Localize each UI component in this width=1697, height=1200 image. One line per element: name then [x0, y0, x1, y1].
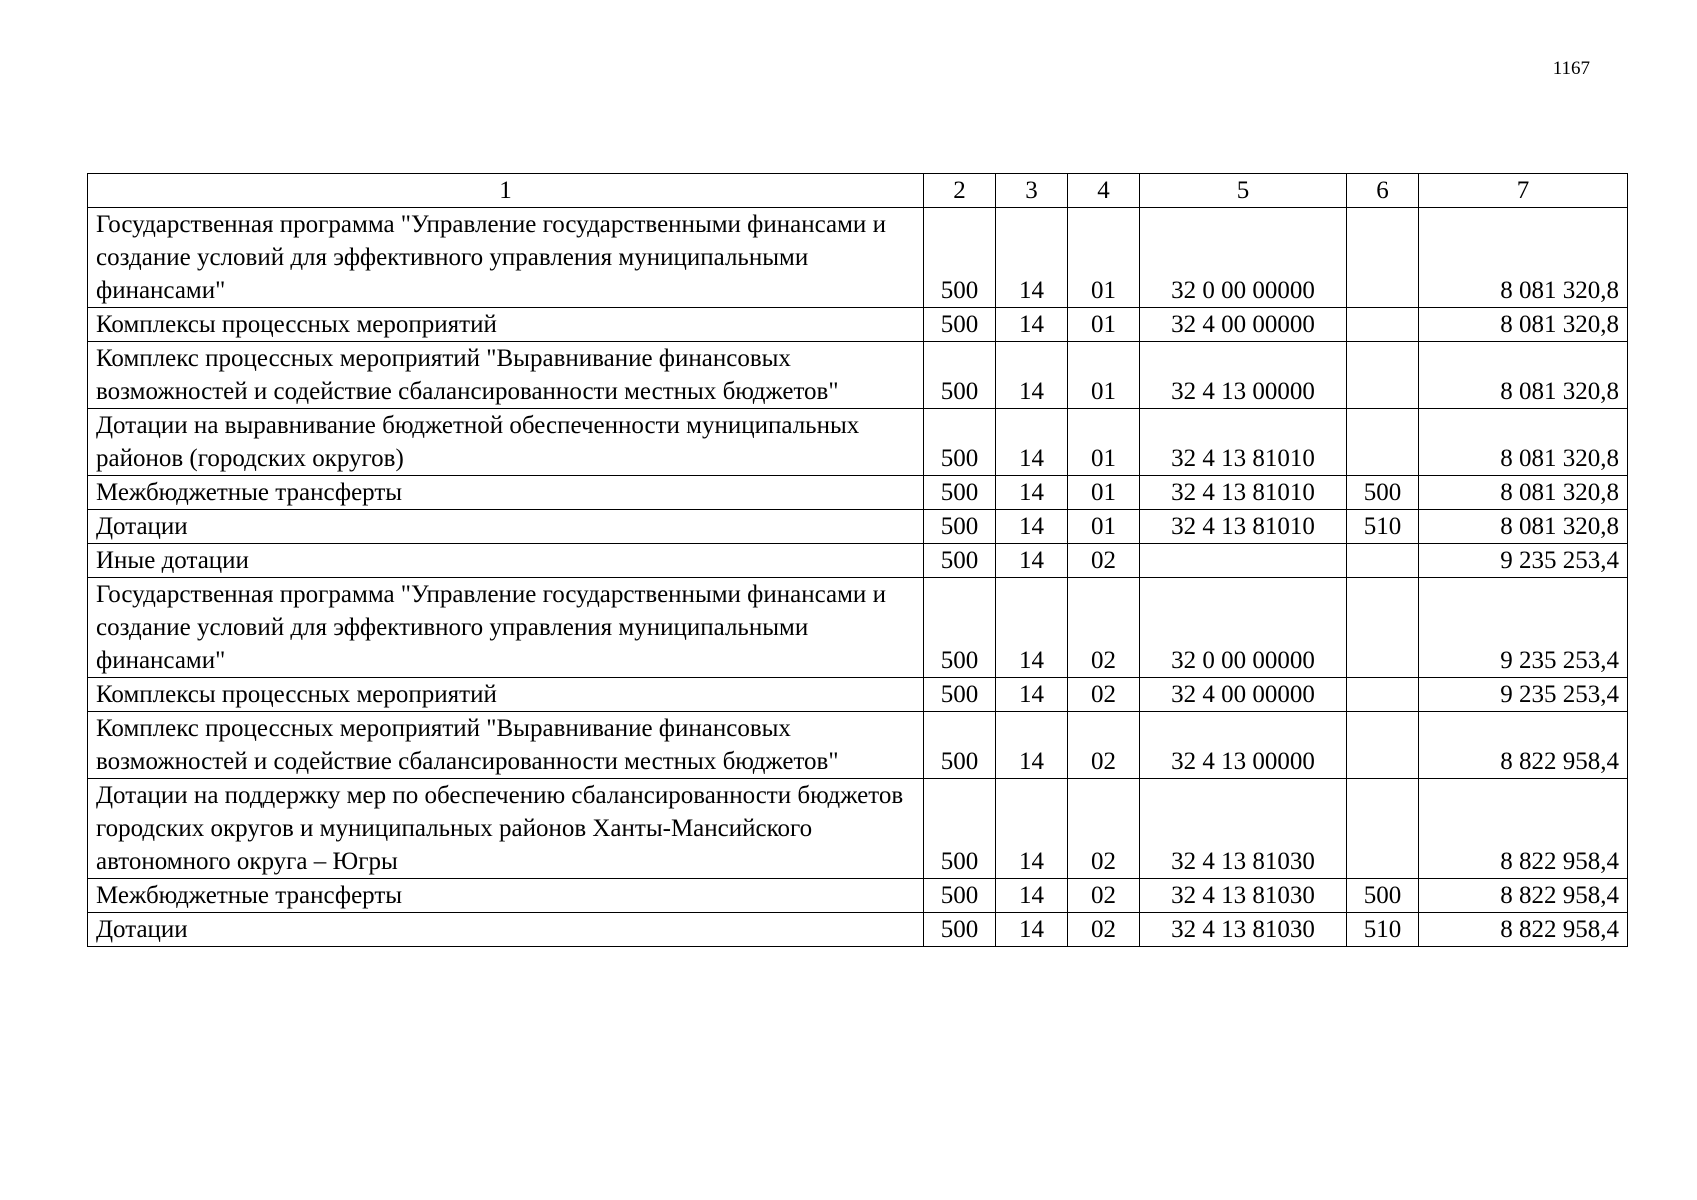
section-cell: 14 — [996, 578, 1068, 678]
table-row — [88, 578, 1628, 678]
amount-cell: 8 081 320,8 — [1419, 409, 1628, 476]
section-cell: 14 — [996, 712, 1068, 779]
expense-type-cell — [1347, 544, 1419, 578]
subsection-cell: 02 — [1068, 544, 1140, 578]
section-cell: 14 — [996, 510, 1068, 544]
subsection-cell: 01 — [1068, 308, 1140, 342]
row-name-cell: Дотации — [88, 913, 924, 947]
amount-cell: 8 822 958,4 — [1419, 913, 1628, 947]
section-cell: 14 — [996, 879, 1068, 913]
section-cell: 14 — [996, 913, 1068, 947]
admin-code-cell: 500 — [924, 409, 996, 476]
admin-code-cell: 500 — [924, 510, 996, 544]
expense-type-cell: 500 — [1347, 879, 1419, 913]
amount-cell: 8 822 958,4 — [1419, 879, 1628, 913]
expense-type-cell: 510 — [1347, 913, 1419, 947]
page-number: 1167 — [1552, 58, 1590, 79]
header-row — [88, 174, 1628, 208]
section-cell: 14 — [996, 409, 1068, 476]
row-name-cell: Государственная программа "Управление государственными финансами и создание условий для эффективного управления муниципальными финансами" — [88, 208, 924, 308]
target-article-cell: 32 4 13 81030 — [1140, 779, 1347, 879]
target-article-cell — [1140, 544, 1347, 578]
target-article-cell: 32 4 13 81010 — [1140, 476, 1347, 510]
target-article-cell: 32 4 00 00000 — [1140, 678, 1347, 712]
target-article-cell: 32 4 13 00000 — [1140, 712, 1347, 779]
table-row — [88, 544, 1628, 578]
target-article-cell: 32 4 13 81010 — [1140, 409, 1347, 476]
table-body — [88, 208, 1628, 947]
expense-type-cell — [1347, 678, 1419, 712]
row-name-cell: Иные дотации — [88, 544, 924, 578]
row-name-cell: Комплексы процессных мероприятий — [88, 678, 924, 712]
subsection-cell: 02 — [1068, 879, 1140, 913]
column-header-7: 7 — [1419, 174, 1628, 208]
section-cell: 14 — [996, 208, 1068, 308]
row-name-cell: Дотации на поддержку мер по обеспечению сбалансированности бюджетов городских округов и муниципальных районов Ханты-Мансийского автономного округа – Югры — [88, 779, 924, 879]
table-row — [88, 779, 1628, 879]
row-name-cell: Межбюджетные трансферты — [88, 879, 924, 913]
target-article-cell: 32 0 00 00000 — [1140, 578, 1347, 678]
table-row — [88, 342, 1628, 409]
column-header-3: 3 — [996, 174, 1068, 208]
admin-code-cell: 500 — [924, 208, 996, 308]
admin-code-cell: 500 — [924, 678, 996, 712]
subsection-cell: 02 — [1068, 779, 1140, 879]
target-article-cell: 32 4 13 81010 — [1140, 510, 1347, 544]
expense-type-cell — [1347, 342, 1419, 409]
admin-code-cell: 500 — [924, 578, 996, 678]
admin-code-cell: 500 — [924, 913, 996, 947]
admin-code-cell: 500 — [924, 712, 996, 779]
expense-type-cell — [1347, 712, 1419, 779]
target-article-cell: 32 4 13 00000 — [1140, 342, 1347, 409]
target-article-cell: 32 4 13 81030 — [1140, 879, 1347, 913]
expense-type-cell — [1347, 308, 1419, 342]
table-row — [88, 409, 1628, 476]
column-header-2: 2 — [924, 174, 996, 208]
subsection-cell: 02 — [1068, 913, 1140, 947]
row-name-cell: Государственная программа "Управление государственными финансами и создание условий для эффективного управления муниципальными финансами" — [88, 578, 924, 678]
amount-cell: 8 081 320,8 — [1419, 510, 1628, 544]
expense-type-cell: 510 — [1347, 510, 1419, 544]
amount-cell: 9 235 253,4 — [1419, 678, 1628, 712]
admin-code-cell: 500 — [924, 308, 996, 342]
table-row — [88, 913, 1628, 947]
subsection-cell: 01 — [1068, 476, 1140, 510]
amount-cell: 8 081 320,8 — [1419, 342, 1628, 409]
expense-type-cell — [1347, 409, 1419, 476]
column-header-6: 6 — [1347, 174, 1419, 208]
row-name-cell: Комплекс процессных мероприятий "Выравнивание финансовых возможностей и содействие сбалансированности местных бюджетов" — [88, 712, 924, 779]
table-row — [88, 712, 1628, 779]
section-cell: 14 — [996, 678, 1068, 712]
section-cell: 14 — [996, 779, 1068, 879]
expense-type-cell — [1347, 578, 1419, 678]
table-row — [88, 208, 1628, 308]
target-article-cell: 32 0 00 00000 — [1140, 208, 1347, 308]
admin-code-cell: 500 — [924, 779, 996, 879]
table-header — [88, 174, 1628, 208]
column-header-1: 1 — [88, 174, 924, 208]
row-name-cell: Комплексы процессных мероприятий — [88, 308, 924, 342]
table-row — [88, 510, 1628, 544]
amount-cell: 8 081 320,8 — [1419, 208, 1628, 308]
target-article-cell: 32 4 00 00000 — [1140, 308, 1347, 342]
subsection-cell: 01 — [1068, 510, 1140, 544]
admin-code-cell: 500 — [924, 879, 996, 913]
table-row — [88, 308, 1628, 342]
section-cell: 14 — [996, 544, 1068, 578]
row-name-cell: Комплекс процессных мероприятий "Выравнивание финансовых возможностей и содействие сбалансированности местных бюджетов" — [88, 342, 924, 409]
row-name-cell: Межбюджетные трансферты — [88, 476, 924, 510]
column-header-4: 4 — [1068, 174, 1140, 208]
amount-cell: 8 822 958,4 — [1419, 779, 1628, 879]
section-cell: 14 — [996, 342, 1068, 409]
amount-cell: 8 081 320,8 — [1419, 308, 1628, 342]
subsection-cell: 01 — [1068, 409, 1140, 476]
subsection-cell: 02 — [1068, 712, 1140, 779]
amount-cell: 9 235 253,4 — [1419, 544, 1628, 578]
expense-type-cell: 500 — [1347, 476, 1419, 510]
target-article-cell: 32 4 13 81030 — [1140, 913, 1347, 947]
subsection-cell: 02 — [1068, 578, 1140, 678]
admin-code-cell: 500 — [924, 544, 996, 578]
table-row — [88, 678, 1628, 712]
section-cell: 14 — [996, 308, 1068, 342]
table-row — [88, 476, 1628, 510]
section-cell: 14 — [996, 476, 1068, 510]
subsection-cell: 02 — [1068, 678, 1140, 712]
subsection-cell: 01 — [1068, 208, 1140, 308]
column-header-5: 5 — [1140, 174, 1347, 208]
budget-table — [87, 173, 1628, 947]
expense-type-cell — [1347, 779, 1419, 879]
row-name-cell: Дотации — [88, 510, 924, 544]
table-row — [88, 879, 1628, 913]
row-name-cell: Дотации на выравнивание бюджетной обеспеченности муниципальных районов (городских округов) — [88, 409, 924, 476]
subsection-cell: 01 — [1068, 342, 1140, 409]
admin-code-cell: 500 — [924, 342, 996, 409]
admin-code-cell: 500 — [924, 476, 996, 510]
amount-cell: 8 822 958,4 — [1419, 712, 1628, 779]
amount-cell: 9 235 253,4 — [1419, 578, 1628, 678]
amount-cell: 8 081 320,8 — [1419, 476, 1628, 510]
expense-type-cell — [1347, 208, 1419, 308]
